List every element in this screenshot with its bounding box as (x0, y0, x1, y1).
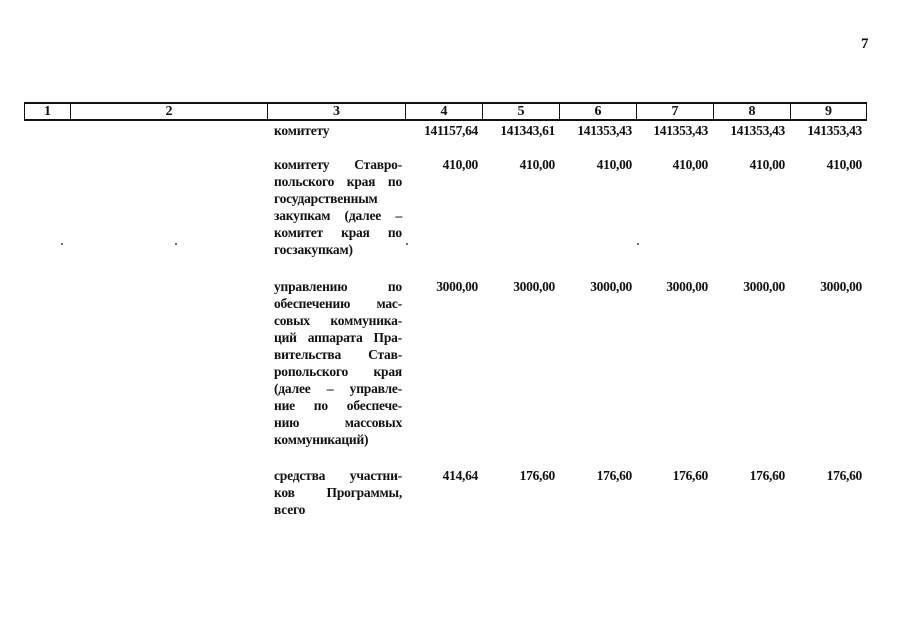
value-cell: 3000,00 (590, 279, 632, 294)
description-line: (далее – управле- (274, 381, 402, 396)
value-cell: 3000,00 (436, 279, 478, 294)
scan-speck (61, 243, 63, 245)
value-cell: 410,00 (826, 157, 862, 172)
description-line: государственным (274, 191, 378, 206)
value-cell: 141157,64 (424, 123, 478, 138)
value-cell: 176,60 (749, 468, 785, 483)
value-cell: 141353,43 (577, 123, 632, 138)
scan-speck (406, 243, 408, 245)
scan-speck (175, 243, 177, 245)
description-line: ние по обеспече- (274, 398, 402, 413)
value-cell: 410,00 (442, 157, 478, 172)
description-line: совых коммуника- (274, 313, 402, 328)
value-cell: 410,00 (749, 157, 785, 172)
description-line: коммуникаций) (274, 432, 369, 447)
row-description-committee (274, 122, 402, 139)
column-header-3: 3 (268, 103, 406, 120)
column-number-header (24, 102, 867, 121)
description-line: вительства Став- (274, 347, 402, 362)
description-line: управлению по (274, 279, 402, 294)
value-cell: 410,00 (596, 157, 632, 172)
row-description-procurement-committee (274, 156, 402, 258)
description-line: обеспечению мас- (274, 296, 402, 311)
column-header-5: 5 (483, 103, 560, 120)
column-header-8: 8 (714, 103, 791, 120)
page-number: 7 (861, 36, 869, 52)
value-cell: 176,60 (519, 468, 555, 483)
value-cell: 410,00 (519, 157, 555, 172)
description-line: комитет края по (274, 225, 402, 240)
description-line: нию массовых (274, 415, 402, 430)
value-cell: 141353,43 (653, 123, 708, 138)
scan-speck (637, 243, 639, 245)
description-line: польского края по (274, 174, 402, 189)
value-cell: 414,64 (442, 468, 478, 483)
value-cell: 410,00 (672, 157, 708, 172)
description-line: закупкам (далее – (274, 208, 402, 223)
value-cell: 141343,61 (500, 123, 555, 138)
value-cell: 3000,00 (513, 279, 555, 294)
description-line: всего (274, 502, 306, 517)
value-cell: 176,60 (826, 468, 862, 483)
row-description-participant-funds (274, 467, 402, 518)
value-cell: 3000,00 (820, 279, 862, 294)
description-line: средства участни- (274, 468, 402, 483)
column-header-1: 1 (25, 103, 71, 120)
value-cell: 176,60 (672, 468, 708, 483)
column-header-6: 6 (560, 103, 637, 120)
description-line: ков Программы, (274, 485, 402, 500)
description-line: комитету (274, 123, 330, 138)
value-cell: 3000,00 (666, 279, 708, 294)
value-cell: 141353,43 (807, 123, 862, 138)
column-header-4: 4 (406, 103, 483, 120)
description-line: комитету Ставро- (274, 157, 402, 172)
description-line: госзакупкам) (274, 242, 353, 257)
value-cell: 141353,43 (730, 123, 785, 138)
value-cell: 176,60 (596, 468, 632, 483)
column-header-2: 2 (71, 103, 268, 120)
description-line: ропольского края (274, 364, 402, 379)
column-header-7: 7 (637, 103, 714, 120)
column-header-9: 9 (791, 103, 867, 120)
row-description-mass-communications (274, 278, 402, 448)
description-line: ций аппарата Пра- (274, 330, 402, 345)
value-cell: 3000,00 (743, 279, 785, 294)
